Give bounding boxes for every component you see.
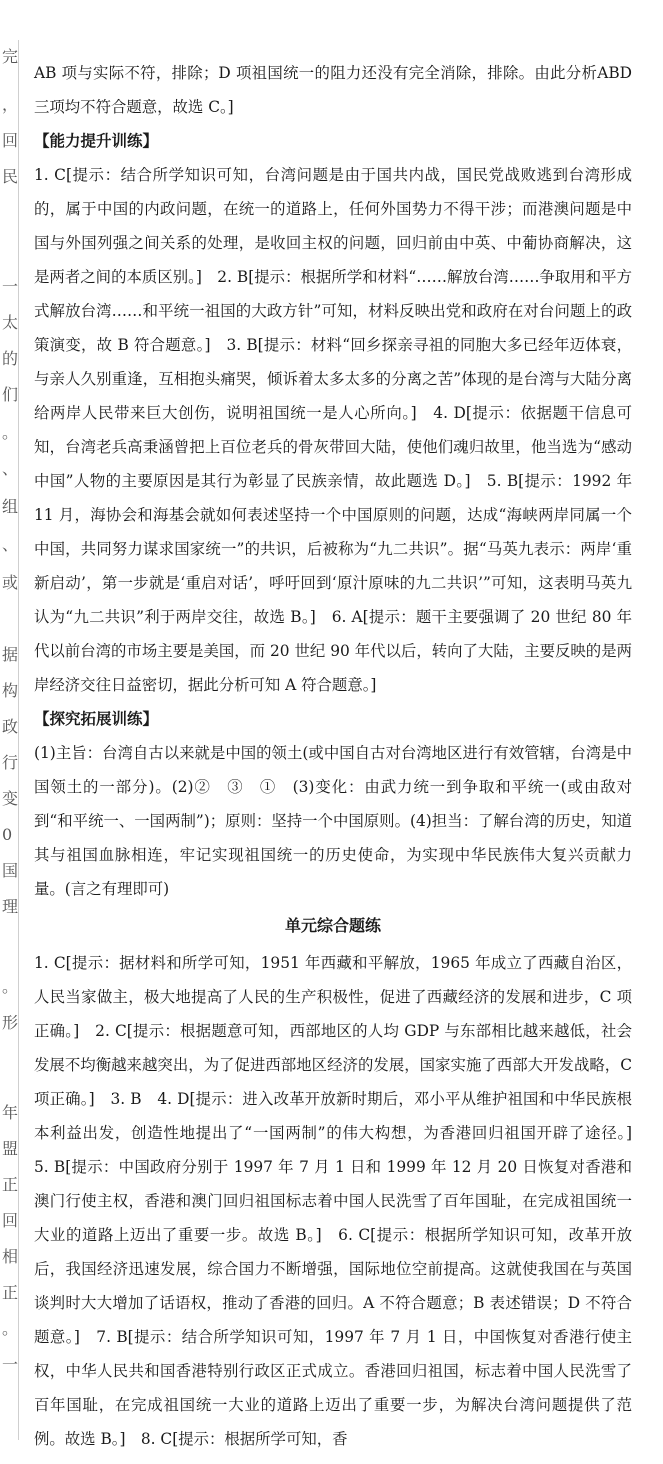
gutter-char: 。	[2, 423, 19, 442]
explore-section-body: (1)主旨：台湾自古以来就是中国的领土(或中国自古对台湾地区进行有效管辖，台湾是中国领土的一部分)。(2)② ③ ① (3)变化：由武力统一到争取和平统一(或由敌对到“和平统一、一国两制”)；原则：坚持一个中国原则。(4)担当：了解台湾的历史，知道其与祖国血脉相连，牢记实现祖国统一的历史使命，为实现中华民族伟大复兴贡献力量。(言之有理即可)	[34, 744, 632, 898]
gutter-char: 、	[2, 535, 19, 554]
gutter-char: 变	[2, 789, 19, 808]
gutter-char: 回	[2, 131, 19, 150]
gutter-char: 正	[2, 1283, 19, 1302]
gutter-char: 相	[2, 1247, 19, 1266]
gutter-char: 、	[2, 459, 19, 478]
gutter-char: 行	[2, 753, 19, 772]
left-margin-fragments	[0, 40, 19, 1440]
gutter-char: 太	[2, 313, 19, 332]
ability-section-heading: 【能力提升训练】	[34, 132, 159, 150]
gutter-char: 。	[2, 977, 19, 996]
gutter-char: 一	[2, 277, 19, 296]
column-divider	[18, 40, 19, 1440]
gutter-char: 据	[2, 645, 19, 664]
main-text-column	[34, 56, 648, 1456]
gutter-char: 组	[2, 497, 19, 516]
gutter-char: 正	[2, 1175, 19, 1194]
gutter-char: 一	[2, 1355, 19, 1374]
gutter-char: 回	[2, 1211, 19, 1230]
gutter-char: 理	[2, 897, 19, 916]
unit-review-body: 1. C[提示：据材料和所学可知，1951 年西藏和平解放，1965 年成立了西藏自治区，人民当家做主，极大地提高了人民的生产积极性，促进了西藏经济的发展和进步，C 项正确。] 2. C[提示：根据题意可知，西部地区的人均 GDP 与东部相比越来越低，社会发展不均衡越来越突出，为了促进西部地区经济的发展，国家实施了西部大开发战略，C 项正确。] 3. B 4. D[提示：进入改革开放新时期后，邓小平从维护祖国和中华民族根本利益出发，创造性地提出了“一国两制”的伟大构想，为香港回归祖国开辟了途径。] 5. B[提示：中国政府分别于 1997 年 7 月 1 日和 1999 年 12 月 20 日恢复对香港和澳门行使主权，香港和澳门回归祖国标志着中国人民洗雪了百年国耻，在完成祖国统一大业的道路上迈出了重要一步。故选 B。] 6. C[提示：根据所学知识可知，改革开放后，我国经济迅速发展，综合国力不断增强，国际地位空前提高。这就使我国在与英国谈判时大大增加了话语权，推动了香港的回归。A 不符合题意；B 表述错误；D 不符合题意。] 7. B[提示：结合所学知识可知，1997 年 7 月 1 日，中国恢复对香港行使主权，中华人民共和国香港特别行政区正式成立。香港回归祖国，标志着中国人民洗雪了百年国耻，在完成祖国统一大业的道路上迈出了重要一步，为解决台湾问题提供了范例。故选 B。] 8. C[提示：根据所学可知，香	[34, 954, 648, 1448]
gutter-char: 的	[2, 349, 19, 368]
gutter-char: 或	[2, 573, 19, 592]
gutter-char: 政	[2, 717, 19, 736]
gutter-char: 构	[2, 681, 19, 700]
intro-continuation: AB 项与实际不符，排除；D 项祖国统一的阻力还没有完全消除，排除。由此分析ABD 三项均不符合题意，故选 C。]	[34, 64, 632, 116]
gutter-char: ，	[2, 95, 19, 114]
gutter-char: 。	[2, 1319, 19, 1338]
ability-section-body: 1. C[提示：结合所学知识可知，台湾问题是由于国共内战，国民党战败逃到台湾形成的，属于中国的内政问题，在统一的道路上，任何外国势力不得干涉；而港澳问题是中国与外国列强之间关系的处理，是收回主权的问题，回归前由中英、中葡协商解决，这是两者之间的本质区别。] 2. B[提示：根据所学和材料“……解放台湾……争取用和平方式解放台湾……和平统一祖国的大政方针”可知，材料反映出党和政府在对台问题上的政策演变，故 B 符合题意。] 3. B[提示：材料“回乡探亲寻祖的同胞大多已经年迈体衰，与亲人久别重逢，互相抱头痛哭，倾诉着太多太多的分离之苦”体现的是台湾与大陆分离给两岸人民带来巨大创伤，说明祖国统一是人心所向。] 4. D[提示：依据题干信息可知，台湾老兵高秉涵曾把上百位老兵的骨灰带回大陆，使他们魂归故里，他当选为“感动中国”人物的主要原因是其行为彰显了民族亲情，故此题选 D。] 5. B[提示：1992 年 11 月，海协会和海基会就如何表述坚持一个中国原则的问题，达成“海峡两岸同属一个中国，共同努力谋求国家统一”的共识，后被称为“九二共识”。据“马英九表示：两岸‘重新启动’，第一步就是‘重启对话’，呼吁回到‘原汁原味的九二共识’”可知，这表明马英九认为“九二共识”利于两岸交往，故选 B。] 6. A[提示：题干主要强调了 20 世纪 80 年代以前台湾的市场主要是美国，而 20 世纪 90 年代以后，转向了大陆，主要反映的是两岸经济交往日益密切，据此分析可知 A 符合题意。]	[34, 166, 632, 694]
gutter-char: 完	[2, 47, 19, 66]
gutter-char: 民	[2, 167, 19, 186]
explore-section-heading: 【探究拓展训练】	[34, 710, 159, 728]
gutter-char: 年	[2, 1103, 19, 1122]
gutter-char: 形	[2, 1013, 19, 1032]
gutter-char: 们	[2, 385, 19, 404]
gutter-char: 0	[2, 825, 13, 844]
gutter-char: 国	[2, 861, 19, 880]
gutter-char: 盟	[2, 1139, 19, 1158]
unit-review-title: 单元综合题练	[284, 916, 381, 935]
